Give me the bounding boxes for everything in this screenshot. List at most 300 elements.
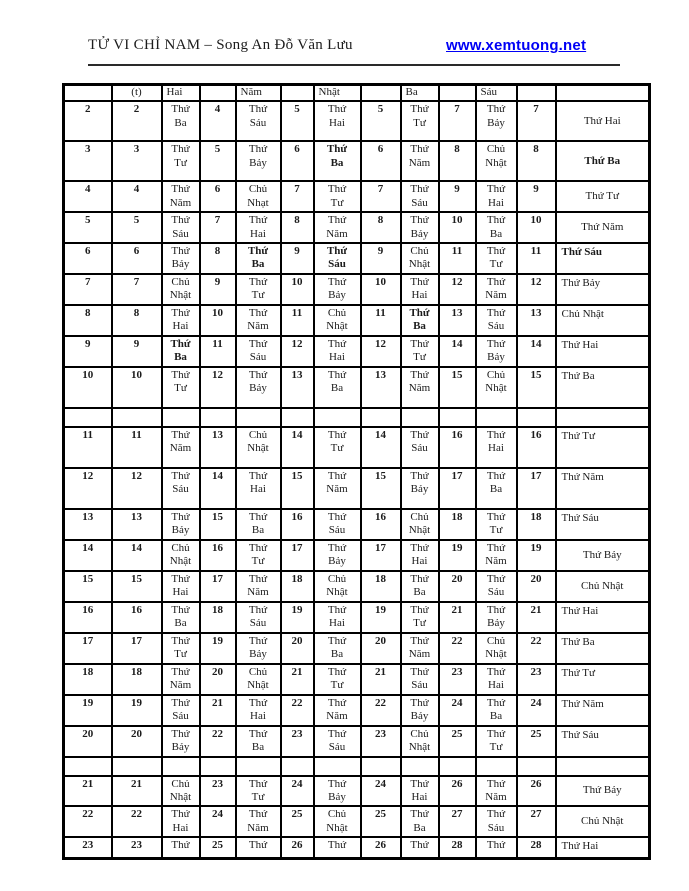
number-cell: 12 [64, 468, 112, 509]
number-cell: 27 [517, 806, 556, 837]
number-cell: 16 [517, 427, 556, 468]
result-day-cell: Chủ Nhật [556, 806, 650, 837]
number-cell: 24 [517, 695, 556, 726]
number-cell: 23 [64, 837, 112, 859]
result-day-cell: Thứ Bảy [556, 540, 650, 571]
day-cell: Thứ Tư [401, 602, 439, 633]
number-cell: 25 [281, 806, 314, 837]
number-cell: 19 [281, 602, 314, 633]
number-cell: 17 [361, 540, 401, 571]
day-cell: Thứ Sáu [476, 305, 517, 336]
day-cell: Chủ Nhật [314, 305, 361, 336]
site-link[interactable]: www.xemtuong.net [446, 37, 587, 54]
number-cell: 10 [281, 274, 314, 305]
day-cell: Thứ [401, 837, 439, 859]
empty-cell [401, 408, 439, 427]
day-cell: Thứ Bảy [162, 509, 200, 540]
table-row [64, 571, 650, 602]
day-cell: Thứ [314, 837, 361, 859]
empty-cell [361, 408, 401, 427]
number-cell: 9 [281, 243, 314, 274]
day-cell: Thứ Tư [236, 776, 281, 807]
number-cell: 12 [517, 274, 556, 305]
empty-cell [476, 408, 517, 427]
number-cell: 15 [281, 468, 314, 509]
empty-cell [556, 757, 650, 776]
result-day-cell: Chủ Nhật [556, 305, 650, 336]
day-cell: Thứ Hai [236, 695, 281, 726]
day-cell: Thứ Ba [314, 633, 361, 664]
day-cell: Thứ Bảy [476, 101, 517, 141]
day-cell: Thứ [236, 837, 281, 859]
header-cell [281, 85, 314, 102]
day-cell: Thứ Ba [476, 695, 517, 726]
table-row [64, 427, 650, 468]
empty-cell [314, 757, 361, 776]
number-cell: 15 [439, 367, 476, 408]
result-day-cell: Thứ Ba [556, 367, 650, 408]
day-cell: Chủ Nhật [236, 664, 281, 695]
day-cell: Thứ Ba [236, 726, 281, 757]
header-divider [88, 64, 620, 66]
day-cell: Thứ Bảy [236, 633, 281, 664]
number-cell: 21 [200, 695, 236, 726]
day-cell: Thứ Sáu [236, 602, 281, 633]
day-cell: Thứ Ba [476, 212, 517, 243]
table-row [64, 243, 650, 274]
table-row [64, 212, 650, 243]
header-cell [361, 85, 401, 102]
number-cell: 17 [64, 633, 112, 664]
number-cell: 20 [361, 633, 401, 664]
number-cell: 17 [281, 540, 314, 571]
header-cell: Hai [162, 85, 200, 102]
number-cell: 11 [64, 427, 112, 468]
number-cell: 16 [112, 602, 162, 633]
number-cell: 22 [112, 806, 162, 837]
number-cell: 12 [112, 468, 162, 509]
number-cell: 19 [517, 540, 556, 571]
number-cell: 11 [281, 305, 314, 336]
day-cell: Thứ Sáu [162, 695, 200, 726]
day-cell: Thứ Tư [162, 367, 200, 408]
number-cell: 20 [112, 726, 162, 757]
empty-cell [281, 757, 314, 776]
table-row [64, 336, 650, 367]
day-cell: Thứ Tư [236, 540, 281, 571]
number-cell: 7 [361, 181, 401, 212]
day-cell: Thứ Sáu [162, 468, 200, 509]
result-day-cell: Thứ Tư [556, 427, 650, 468]
number-cell: 18 [439, 509, 476, 540]
number-cell: 8 [200, 243, 236, 274]
result-day-cell: Thứ Bảy [556, 274, 650, 305]
number-cell: 22 [517, 633, 556, 664]
day-cell: Chủ Nhật [476, 633, 517, 664]
spacer-row [64, 408, 650, 427]
number-cell: 7 [64, 274, 112, 305]
table-row [64, 101, 650, 141]
day-cell: Thứ Tư [162, 141, 200, 181]
number-cell: 24 [361, 776, 401, 807]
table-row [64, 305, 650, 336]
day-cell: Thứ Hai [314, 602, 361, 633]
day-cell: Thứ Sáu [314, 243, 361, 274]
day-cell: Thứ Ba [236, 509, 281, 540]
number-cell: 8 [64, 305, 112, 336]
header-cell: Ba [401, 85, 439, 102]
result-day-cell: Thứ Hai [556, 101, 650, 141]
day-cell: Chủ Nhật [162, 540, 200, 571]
day-cell: Thứ Ba [401, 571, 439, 602]
number-cell: 21 [112, 776, 162, 807]
number-cell: 24 [439, 695, 476, 726]
number-cell: 13 [439, 305, 476, 336]
number-cell: 23 [281, 726, 314, 757]
day-cell: Thứ Sáu [236, 101, 281, 141]
number-cell: 15 [517, 367, 556, 408]
number-cell: 15 [200, 509, 236, 540]
table-body [64, 85, 650, 859]
number-cell: 8 [281, 212, 314, 243]
number-cell: 10 [361, 274, 401, 305]
number-cell: 23 [200, 776, 236, 807]
number-cell: 18 [112, 664, 162, 695]
day-cell: Thứ Hai [162, 806, 200, 837]
day-cell: Thứ Sáu [314, 726, 361, 757]
day-cell: Thứ Tư [314, 664, 361, 695]
number-cell: 17 [517, 468, 556, 509]
number-cell: 6 [361, 141, 401, 181]
result-day-cell: Thứ Năm [556, 695, 650, 726]
day-cell: Thứ Sáu [401, 427, 439, 468]
day-cell: Thứ Ba [401, 806, 439, 837]
day-cell: Chủ Nhật [314, 806, 361, 837]
day-cell: Thứ Tư [314, 181, 361, 212]
number-cell: 16 [64, 602, 112, 633]
empty-cell [112, 757, 162, 776]
number-cell: 17 [439, 468, 476, 509]
day-cell: Thứ Bảy [314, 274, 361, 305]
number-cell: 10 [439, 212, 476, 243]
empty-cell [439, 408, 476, 427]
table-row [64, 602, 650, 633]
day-cell: Thứ Sáu [401, 664, 439, 695]
number-cell: 5 [281, 101, 314, 141]
empty-cell [64, 757, 112, 776]
day-cell: Thứ Hai [162, 571, 200, 602]
day-cell: Thứ Bảy [401, 468, 439, 509]
day-cell: Thứ Ba [476, 468, 517, 509]
number-cell: 24 [200, 806, 236, 837]
day-cell: Thứ Tư [476, 243, 517, 274]
day-cell: Chủ Nhật [236, 427, 281, 468]
day-cell: Thứ Năm [476, 540, 517, 571]
number-cell: 20 [439, 571, 476, 602]
day-cell: Thứ Sáu [476, 806, 517, 837]
day-cell: Thứ Năm [236, 571, 281, 602]
number-cell: 23 [112, 837, 162, 859]
number-cell: 9 [200, 274, 236, 305]
number-cell: 4 [200, 101, 236, 141]
number-cell: 23 [439, 664, 476, 695]
number-cell: 8 [361, 212, 401, 243]
number-cell: 5 [64, 212, 112, 243]
empty-cell [439, 757, 476, 776]
day-cell: Thứ Sáu [236, 336, 281, 367]
header-cell: Năm [236, 85, 281, 102]
result-day-cell: Thứ Sáu [556, 509, 650, 540]
day-cell: Thứ Năm [314, 212, 361, 243]
day-cell: Thứ Năm [236, 305, 281, 336]
result-day-cell: Thứ Năm [556, 212, 650, 243]
result-day-cell: Thứ Hai [556, 336, 650, 367]
day-cell: Thứ Năm [236, 806, 281, 837]
number-cell: 13 [517, 305, 556, 336]
day-cell: Thứ Năm [162, 181, 200, 212]
day-cell: Thứ Hai [476, 181, 517, 212]
number-cell: 2 [64, 101, 112, 141]
number-cell: 10 [64, 367, 112, 408]
day-cell: Thứ Năm [162, 427, 200, 468]
day-cell: Thứ Tư [314, 427, 361, 468]
table-row [64, 509, 650, 540]
number-cell: 16 [281, 509, 314, 540]
number-cell: 12 [200, 367, 236, 408]
day-cell: Thứ Bảy [401, 212, 439, 243]
empty-cell [556, 408, 650, 427]
table-row [64, 776, 650, 807]
table-row [64, 181, 650, 212]
weekday-conversion-table [62, 83, 651, 860]
table-row [64, 726, 650, 757]
header-cell: (t) [112, 85, 162, 102]
table-row [64, 837, 650, 859]
number-cell: 22 [64, 806, 112, 837]
table-row [64, 141, 650, 181]
number-cell: 6 [112, 243, 162, 274]
header-cell [200, 85, 236, 102]
number-cell: 21 [281, 664, 314, 695]
result-day-cell: Thứ Tư [556, 664, 650, 695]
header-cell [64, 85, 112, 102]
number-cell: 15 [64, 571, 112, 602]
number-cell: 6 [64, 243, 112, 274]
table-row [64, 274, 650, 305]
number-cell: 9 [64, 336, 112, 367]
number-cell: 12 [361, 336, 401, 367]
day-cell: Thứ Ba [162, 602, 200, 633]
empty-cell [361, 757, 401, 776]
day-cell: Chủ Nhật [401, 509, 439, 540]
day-cell: Thứ Năm [476, 776, 517, 807]
day-cell: Thứ Năm [476, 274, 517, 305]
day-cell: Thứ Bảy [236, 367, 281, 408]
number-cell: 3 [64, 141, 112, 181]
number-cell: 19 [112, 695, 162, 726]
number-cell: 20 [281, 633, 314, 664]
result-day-cell: Thứ Ba [556, 141, 650, 181]
day-cell: Thứ Ba [401, 305, 439, 336]
result-day-cell: Thứ Năm [556, 468, 650, 509]
number-cell: 17 [112, 633, 162, 664]
number-cell: 13 [281, 367, 314, 408]
number-cell: 26 [361, 837, 401, 859]
number-cell: 20 [200, 664, 236, 695]
number-cell: 7 [517, 101, 556, 141]
number-cell: 11 [439, 243, 476, 274]
day-cell: Thứ Hai [401, 274, 439, 305]
number-cell: 18 [200, 602, 236, 633]
table-row [64, 468, 650, 509]
empty-cell [162, 757, 200, 776]
day-cell: Thứ Hai [476, 427, 517, 468]
day-cell: Thứ Ba [314, 141, 361, 181]
table-row [64, 633, 650, 664]
number-cell: 22 [439, 633, 476, 664]
day-cell: Chủ Nhạt [236, 181, 281, 212]
number-cell: 14 [439, 336, 476, 367]
day-cell: Thứ Tư [476, 509, 517, 540]
number-cell: 7 [200, 212, 236, 243]
number-cell: 8 [439, 141, 476, 181]
number-cell: 9 [361, 243, 401, 274]
number-cell: 16 [361, 509, 401, 540]
day-cell: Thứ Bảy [314, 540, 361, 571]
page-title: TỬ VI CHỈ NAM – Song An Đỗ Văn Lưu [88, 37, 353, 53]
result-day-cell: Thứ Tư [556, 181, 650, 212]
empty-cell [236, 408, 281, 427]
number-cell: 14 [112, 540, 162, 571]
number-cell: 11 [112, 427, 162, 468]
number-cell: 5 [361, 101, 401, 141]
number-cell: 4 [112, 181, 162, 212]
number-cell: 21 [517, 602, 556, 633]
number-cell: 21 [64, 776, 112, 807]
table-header-row [64, 85, 650, 102]
number-cell: 16 [439, 427, 476, 468]
day-cell: Thứ Bảy [162, 726, 200, 757]
day-cell: Thứ Bảy [314, 776, 361, 807]
day-cell: Thứ Tư [476, 726, 517, 757]
day-cell: Thứ [476, 837, 517, 859]
empty-cell [200, 757, 236, 776]
day-cell: Thứ Ba [162, 336, 200, 367]
number-cell: 28 [439, 837, 476, 859]
day-cell: Thứ Ba [236, 243, 281, 274]
number-cell: 6 [200, 181, 236, 212]
number-cell: 9 [112, 336, 162, 367]
number-cell: 18 [517, 509, 556, 540]
day-cell: Thứ Bảy [401, 695, 439, 726]
day-cell: Thứ Ba [314, 367, 361, 408]
number-cell: 23 [517, 664, 556, 695]
day-cell: Thứ Năm [401, 633, 439, 664]
number-cell: 19 [200, 633, 236, 664]
day-cell: Thứ Hai [314, 336, 361, 367]
day-cell: Thứ Ba [162, 101, 200, 141]
day-cell: Thứ Sáu [314, 509, 361, 540]
table-row [64, 695, 650, 726]
day-cell: Chủ Nhật [401, 726, 439, 757]
number-cell: 8 [517, 141, 556, 181]
number-cell: 22 [361, 695, 401, 726]
day-cell: Thứ Sáu [162, 212, 200, 243]
number-cell: 2 [112, 101, 162, 141]
number-cell: 5 [200, 141, 236, 181]
day-cell: Thứ Hai [162, 305, 200, 336]
day-cell: Thứ Năm [401, 367, 439, 408]
number-cell: 18 [64, 664, 112, 695]
day-cell: Thứ Năm [314, 468, 361, 509]
number-cell: 6 [281, 141, 314, 181]
empty-cell [281, 408, 314, 427]
day-cell: Thứ Năm [401, 141, 439, 181]
day-cell: Thứ Bảy [162, 243, 200, 274]
number-cell: 11 [200, 336, 236, 367]
number-cell: 7 [281, 181, 314, 212]
number-cell: 5 [112, 212, 162, 243]
number-cell: 17 [200, 571, 236, 602]
number-cell: 7 [439, 101, 476, 141]
number-cell: 15 [361, 468, 401, 509]
number-cell: 18 [361, 571, 401, 602]
header-cell [517, 85, 556, 102]
day-cell: Thứ Hai [401, 776, 439, 807]
day-cell: Thứ Hai [476, 664, 517, 695]
day-cell: Thứ Bảy [236, 141, 281, 181]
table-row [64, 367, 650, 408]
number-cell: 4 [64, 181, 112, 212]
day-cell: Thứ [162, 837, 200, 859]
number-cell: 11 [517, 243, 556, 274]
empty-cell [517, 408, 556, 427]
day-cell: Chủ Nhật [162, 776, 200, 807]
number-cell: 25 [200, 837, 236, 859]
day-cell: Thứ Tư [236, 274, 281, 305]
number-cell: 10 [200, 305, 236, 336]
spacer-row [64, 757, 650, 776]
number-cell: 14 [200, 468, 236, 509]
number-cell: 23 [361, 726, 401, 757]
result-day-cell: Thứ Ba [556, 633, 650, 664]
day-cell: Thứ Năm [162, 664, 200, 695]
day-cell: Thứ Tư [162, 633, 200, 664]
number-cell: 26 [439, 776, 476, 807]
table-row [64, 806, 650, 837]
empty-cell [200, 408, 236, 427]
number-cell: 21 [439, 602, 476, 633]
day-cell: Thứ Hai [236, 468, 281, 509]
result-day-cell: Chủ Nhật [556, 571, 650, 602]
number-cell: 13 [361, 367, 401, 408]
number-cell: 20 [64, 726, 112, 757]
number-cell: 10 [112, 367, 162, 408]
day-cell: Thứ Sáu [476, 571, 517, 602]
header-cell: Sáu [476, 85, 517, 102]
number-cell: 14 [64, 540, 112, 571]
day-cell: Thứ Tư [401, 101, 439, 141]
day-cell: Thứ Sáu [401, 181, 439, 212]
day-cell: Thứ Hai [236, 212, 281, 243]
number-cell: 19 [439, 540, 476, 571]
number-cell: 22 [281, 695, 314, 726]
empty-cell [517, 757, 556, 776]
number-cell: 13 [64, 509, 112, 540]
header-cell: Nhật [314, 85, 361, 102]
number-cell: 14 [281, 427, 314, 468]
result-day-cell: Thứ Hai [556, 837, 650, 859]
